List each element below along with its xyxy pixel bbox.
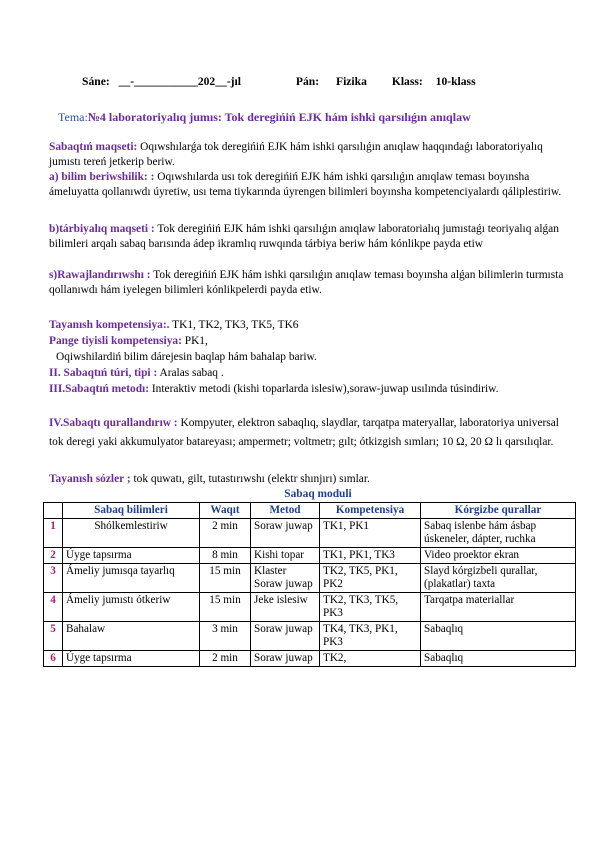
row-stage: Ámeliy jumıstı ótkeriw xyxy=(63,593,200,622)
upbringing-text: Tok deregińiń EJK hám ishki qarsılıǵın anıqlaw laboratorialıq jumıstaǵı teoriyalıq alǵan bilimleri arqalı sabaq barısında ádep ikramlıq ruwqında tárbiya beriw hám kónlikpe payda etiw xyxy=(49,223,559,250)
topic-text: №4 laboratoriyalıq jumıs: Tok deregińiń EJK hám ishki qarsılıǵın anıqlaw xyxy=(87,110,471,124)
module-caption: Sabaq moduli xyxy=(284,488,352,500)
topic-label: Tema: xyxy=(58,110,88,124)
date-label: Sáne: xyxy=(82,75,110,88)
row-stage: Shólkemlestiriw xyxy=(63,519,200,548)
tools-header: Kórgizbe qurallar xyxy=(421,503,576,519)
developing-paragraph xyxy=(49,268,576,297)
row-tools: Sabaqlıq xyxy=(421,651,576,667)
class-label: Klass: xyxy=(391,75,423,88)
upbringing-label: b)tárbiyalıq maqseti : xyxy=(49,223,155,235)
lesson-module-table xyxy=(43,502,576,667)
keywords-label: Tayanısh sózler ; xyxy=(49,473,131,485)
subject-label: Pán: xyxy=(295,75,320,88)
table-row xyxy=(44,548,576,564)
table-row xyxy=(44,622,576,651)
row-number: 1 xyxy=(44,519,63,548)
table-row xyxy=(44,593,576,622)
row-method: Soraw juwap xyxy=(251,622,320,651)
row-stage: Úyge tapsırma xyxy=(63,651,200,667)
table-row xyxy=(44,564,576,593)
row-tools: Video proektor ekran xyxy=(421,548,576,564)
class-value: 10-klass xyxy=(435,75,476,88)
competence-label: Tayanısh kompetensiya:. xyxy=(49,319,170,331)
table-header-row xyxy=(44,503,576,519)
method-paragraph xyxy=(49,382,576,397)
row-number: 4 xyxy=(44,593,63,622)
educational-label: a) bilim beriwshilik: : xyxy=(49,171,155,183)
row-time: 8 min xyxy=(200,548,251,564)
row-competence: TK2, TK5, PK1, PK2 xyxy=(320,564,421,593)
row-tools: Sabaqlıq xyxy=(421,622,576,651)
row-number: 3 xyxy=(44,564,63,593)
row-method: Kishi topar xyxy=(251,548,320,564)
row-number: 6 xyxy=(44,651,63,667)
date-blank: __-___________202__-jıl xyxy=(118,75,241,88)
row-number: 2 xyxy=(44,548,63,564)
row-tools: Sabaq islenbe hám ásbap úskeneler, dápter, ruchka xyxy=(421,519,576,548)
method-header: Metod xyxy=(251,503,320,519)
equipment-text: Kompyuter, elektron sabaqlıq, slaydlar, tarqatpa materyallar, laboratoriya universal tok deregi yaki akkumulyator batareyası; ampermetr; voltmetr; gılt; ótkizgish sımları; 10 Ω, 20 Ω lı qarsılıqlar. xyxy=(49,417,559,448)
upbringing-paragraph xyxy=(49,222,576,251)
subject-competence-label: Pange tiyisli kompetensiya: xyxy=(49,335,182,347)
row-method: Soraw juwap xyxy=(251,519,320,548)
time-header: Waqıt xyxy=(200,503,251,519)
stage-header: Sabaq bilimleri xyxy=(63,503,200,519)
developing-label: s)Rawajlandırıwshı : xyxy=(49,269,151,281)
row-stage: Ámeliy jumısqa tayarlıq xyxy=(63,564,200,593)
row-time: 2 min xyxy=(200,519,251,548)
row-competence: TK2, xyxy=(320,651,421,667)
goal-paragraph xyxy=(49,140,576,169)
competence-text: TK1, TK2, TK3, TK5, TK6 xyxy=(172,319,299,331)
table-row xyxy=(44,519,576,548)
lesson-type-line xyxy=(49,366,576,381)
assessment-note xyxy=(56,350,576,365)
subject-competence-text: PK1, xyxy=(184,335,208,347)
row-time: 15 min xyxy=(200,564,251,593)
competence-header: Kompetensiya xyxy=(320,503,421,519)
row-competence: TK2, TK3, TK5, PK3 xyxy=(320,593,421,622)
table-row xyxy=(44,651,576,667)
row-competence: TK1, PK1 xyxy=(320,519,421,548)
educational-paragraph xyxy=(49,170,576,199)
row-method: Klaster Soraw juwap xyxy=(251,564,320,593)
row-number: 5 xyxy=(44,622,63,651)
subject-competence-line xyxy=(49,334,576,349)
lesson-type-text: Aralas sabaq . xyxy=(159,367,224,379)
subject-value: Fizika xyxy=(335,75,367,88)
equipment-label: IV.Sabaqtı qurallandırıw : xyxy=(49,417,178,429)
competence-line xyxy=(49,318,576,333)
row-stage: Úyge tapsırma xyxy=(63,548,200,564)
row-competence: TK4, TK3, PK1, PK3 xyxy=(320,622,421,651)
row-stage: Bahalaw xyxy=(63,622,200,651)
keywords-text: tok quwatı, gilt, tutastırıwshı (elektr shınjırı) sımlar. xyxy=(133,473,370,485)
topic-line xyxy=(58,110,576,125)
lesson-header xyxy=(62,75,566,88)
goal-label: Sabaqtıń maqseti: xyxy=(49,141,138,153)
number-header xyxy=(44,503,63,519)
method-text: Interaktiv metodi (kishi toparlarda islesiw),soraw-juwap usılında túsindiriw. xyxy=(151,383,499,395)
row-time: 15 min xyxy=(200,593,251,622)
keywords-line xyxy=(49,472,576,487)
educational-text: Oqıwshılarda usı tok deregińiń EJK hám ishki qarsılıǵın anıqlaw teması boyınsha ámeluyatta qollanıwdı úyretiw, usı tema tiykarında úyrengen bilimleri boyınsha kompetenciyalardı qáliplestiriw. xyxy=(49,171,562,198)
row-time: 3 min xyxy=(200,622,251,651)
method-label: III.Sabaqtıń metodı: xyxy=(49,383,150,395)
equipment-paragraph xyxy=(49,414,576,452)
lesson-type-label: II. Sabaqtıń túri, tipi : xyxy=(49,367,158,379)
row-tools: Tarqatpa materiallar xyxy=(421,593,576,622)
goal-text: Oqıwshılarǵa tok deregińiń EJK hám ishki qarsılıǵın anıqlaw haqqındaǵı laboratoriyalıq jumıstı tereń jetkerip beriw. xyxy=(49,141,543,168)
row-method: Soraw juwap xyxy=(251,651,320,667)
row-competence: TK1, PK1, TK3 xyxy=(320,548,421,564)
row-tools: Slayd kórgizbeli qurallar, (plakatlar) taxta xyxy=(421,564,576,593)
row-method: Jeke islesiw xyxy=(251,593,320,622)
assessment-note-text: Oqiwshilardiń bilim dárejesin baqlap hám bahalap bariw. xyxy=(56,351,317,363)
developing-text: Tok deregińiń EJK hám ishki qarsılıǵın anıqlaw teması boyınsha alǵan bilimlerin turmısta qollanıwdı hám iyelegen bilimleri kónlikpelerdi payda etiw. xyxy=(49,269,564,296)
row-time: 2 min xyxy=(200,651,251,667)
